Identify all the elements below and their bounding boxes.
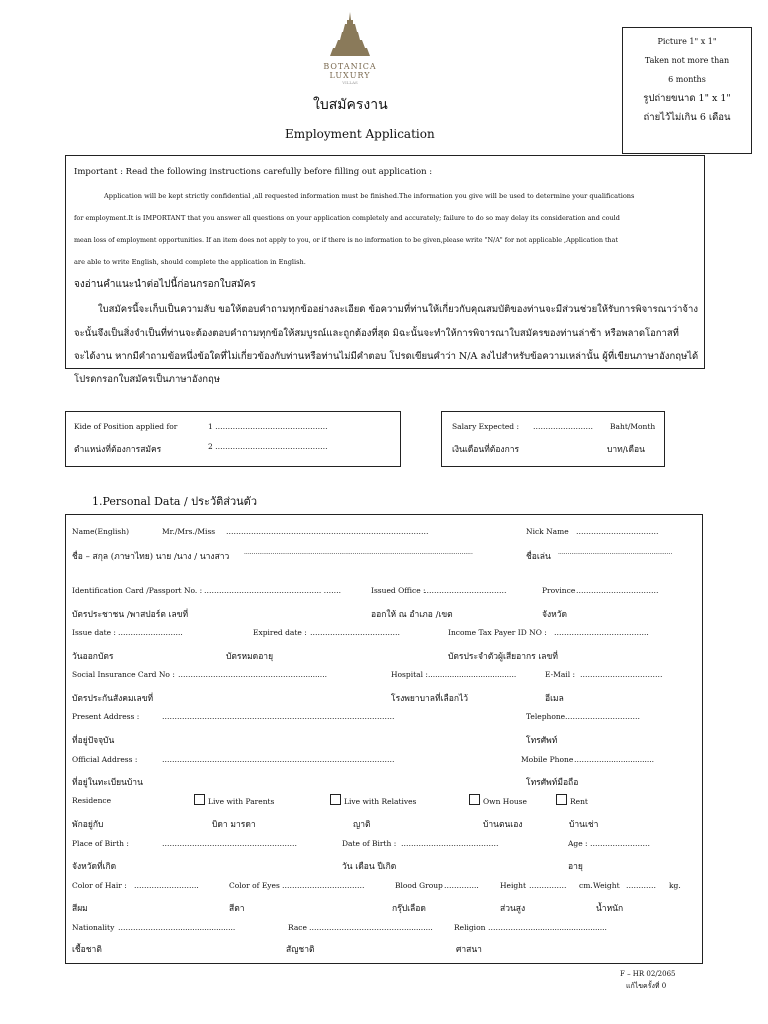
issue-date-label: Issue date : (72, 628, 116, 637)
photo-line-1: Picture 1" x 1" (657, 37, 717, 46)
date-of-birth-field[interactable]: ………………………………… (401, 839, 499, 848)
race-thai-label: สัญชาติ (286, 945, 315, 955)
instructions-thai-2: จะนั้นจึงเป็นสิ่งจำเป็นที่ท่านจะต้องตอบคำถามทุกข้อให้สมบูรณ์และถูกต้องที่สุด มิฉะนั้นจะทำให้การพิจารณาใบสมัครของท่านล่าช้า หรือพลาดโอกาสที่ (74, 328, 679, 339)
instructions-thai-4: โปรดกรอกใบสมัครเป็นภาษาอังกฤษ (74, 374, 220, 385)
present-address-field[interactable]: ………………………………………………………………………………… (162, 712, 395, 721)
residence-thai-label: พักอยู่กับ (72, 820, 104, 830)
issue-date-field[interactable]: …………………….. (118, 628, 183, 637)
instructions-thai-3: จะได้งาน หากมีคำถามข้อหนึ่งข้อใดที่ไม่เกี่ยวข้องกับท่านหรือท่านไม่มีคำตอบ โปรดเขียนคำว่า N/A ลงไปสำหรับข้อความเหล่านั้น ผู้ที่เขียนภาษาอังกฤษได้ (74, 351, 699, 362)
age-label: Age : (568, 839, 588, 848)
telephone-label: Telephone (526, 712, 566, 721)
religion-field[interactable]: ………………............................... (488, 923, 607, 932)
height-label: Height (500, 881, 527, 890)
age-thai-label: อายุ (568, 862, 583, 872)
name-english-label: Name(English) (72, 527, 130, 536)
photo-line-3: 6 months (668, 75, 706, 84)
section-personal-data-title: 1.Personal Data / ประวัติส่วนตัว (92, 495, 257, 508)
checkbox-own-house[interactable] (469, 794, 480, 805)
instructions-thai-heading: จงอ่านคำแนะนำต่อไปนี้ก่อนกรอกใบสมัคร (74, 279, 256, 290)
place-of-birth-field[interactable]: ……………………………………………… (162, 839, 297, 848)
email-label: E-Mail : (545, 670, 576, 679)
option-parents-label: Live with Parents (208, 797, 275, 806)
official-address-field[interactable]: ………………………………………………………………………………… (162, 755, 395, 764)
tax-id-field[interactable]: ……………………………….. (554, 628, 649, 637)
official-address-thai-label: ที่อยู่ในทะเบียนบ้าน (72, 778, 143, 788)
residence-option-own-house[interactable] (469, 794, 527, 806)
weight-thai-label: น้ำหนัก (596, 904, 624, 914)
id-card-field[interactable]: ……………………………………….. ……. (204, 586, 342, 595)
salary-label-th: เงินเดือนที่ต้องการ (452, 445, 520, 455)
hotel-logo (310, 12, 390, 85)
height-field[interactable]: …………… (529, 881, 567, 890)
weight-field[interactable]: ………… (626, 881, 656, 890)
logo-text-3: VILLAS (342, 80, 358, 85)
salary-label-en: Salary Expected : (452, 422, 519, 431)
height-unit: cm. (579, 881, 593, 890)
telephone-field[interactable]: ………………………… (565, 712, 640, 721)
height-thai-label: ส่วนสูง (500, 904, 526, 914)
checkbox-rent[interactable] (556, 794, 567, 805)
province-thai-label: จังหวัด (542, 610, 568, 620)
title-english-label: Mr./Mrs./Miss (162, 527, 216, 536)
name-thai-field[interactable]: ........................................................................................................................ (244, 549, 473, 556)
expired-date-field[interactable]: ……………………………… (310, 628, 400, 637)
position-box (65, 411, 401, 467)
tax-id-thai-label: บัตรประจำตัวผู้เสียอากร เลขที่ (448, 652, 558, 662)
date-of-birth-thai-label: วัน เดือน ปีเกิด (342, 862, 397, 872)
position-label-th: ตำแหน่งที่ต้องการสมัคร (74, 445, 162, 455)
logo-text-1: BOTANICA (323, 62, 377, 71)
name-english-field[interactable]: ……………………………………………………………………… (226, 527, 429, 536)
instructions-box (65, 155, 705, 385)
issue-date-thai-label: วันออกบัตร (72, 652, 114, 662)
nick-name-label: Nick Name (526, 527, 569, 536)
issued-office-label: Issued Office : (371, 586, 426, 595)
checkbox-parents[interactable] (194, 794, 205, 805)
nick-name-thai-label: ชื่อเล่น (526, 552, 551, 562)
telephone-thai-label: โทรศัพท์ (526, 736, 558, 746)
mobile-field[interactable]: …………..................... (574, 755, 655, 764)
instructions-heading: Important : Read the following instructions carefully before filling out application : (74, 167, 433, 177)
nationality-thai-label: เชื้อชาติ (72, 945, 102, 955)
province-label: Province (542, 586, 576, 595)
eye-color-thai-label: สีตา (229, 904, 245, 914)
residence-option-relatives[interactable] (330, 794, 416, 806)
tower-logo-icon (330, 12, 370, 58)
photo-line-4: รูปถ่ายขนาด 1" x 1" (643, 93, 731, 104)
title-thai: ใบสมัครงาน (313, 97, 388, 113)
residence-option-parents[interactable] (194, 794, 274, 806)
official-address-label: Official Address : (72, 755, 138, 764)
option-rent-thai: บ้านเช่า (569, 820, 599, 830)
hospital-thai-label: โรงพยาบาลที่เลือกไว้ (391, 694, 469, 704)
id-card-thai-label: บัตรประชาชน /พาสปอร์ต เลขที่ (72, 610, 189, 620)
instructions-line-3: mean loss of employment opportunities. If an item does not apply to you, or if there is no information to be given,please write "N/A" for not applicable ,Application that (74, 236, 619, 244)
issued-office-thai-label: ออกให้ ณ อำเภอ /เขต (371, 610, 453, 620)
residence-label: Residence (72, 796, 112, 805)
position-line-1[interactable]: 1 ……………………………………… (208, 422, 328, 431)
instructions-line-1: Application will be kept strictly confidential ,all requested information must be finished.The information you give will be used to determine your qualifications (104, 192, 635, 200)
salary-box (441, 411, 665, 467)
photo-line-2: Taken not more than (644, 56, 730, 65)
nationality-label: Nationality (72, 923, 115, 932)
residence-option-rent[interactable] (556, 794, 588, 806)
hospital-field[interactable]: ..................................... (428, 670, 517, 679)
instructions-thai-1: ใบสมัครนี้จะเก็บเป็นความลับ ขอให้ตอบคำถามทุกข้ออย่างละเอียด ข้อความที่ท่านให้เกี่ยวกับคุณสมบัติของท่านจะมีส่วนช่วยให้รับการพิจารณาว่าจ้าง (98, 304, 698, 315)
eye-color-label: Color of Eyes (229, 881, 280, 890)
social-insurance-field[interactable]: ……………………………………………......... (178, 670, 327, 679)
title-english: Employment Application (285, 127, 435, 141)
checkbox-relatives[interactable] (330, 794, 341, 805)
revision: แก้ไขครั้งที่ 0 (626, 982, 667, 990)
position-label-en: Kide of Position applied for (74, 422, 178, 431)
expired-date-thai-label: บัตรหมดอายุ (226, 652, 274, 662)
option-own-house-label: Own House (483, 797, 527, 806)
email-thai-label: อีเมล (545, 694, 564, 704)
race-label: Race (288, 923, 307, 932)
salary-unit-en: Baht/Month (610, 422, 656, 431)
place-of-birth-label: Place of Birth : (72, 839, 129, 848)
social-insurance-thai-label: บัตรประกันสังคมเลขที่ (72, 694, 154, 704)
place-of-birth-thai-label: จังหวัดที่เกิด (72, 862, 117, 872)
date-of-birth-label: Date of Birth : (342, 839, 397, 848)
present-address-label: Present Address : (72, 712, 140, 721)
position-line-2[interactable]: 2 ……………………………………… (208, 442, 328, 451)
instructions-line-4: are able to write English, should complete the application in English. (74, 258, 306, 266)
hair-color-field[interactable]: …………………….. (134, 881, 199, 890)
photo-line-5: ถ่ายไว้ไม่เกิน 6 เดือน (643, 112, 731, 123)
instructions-line-2: for employment.It is IMPORTANT that you answer all questions on your application completely and accurately; failure to do so may delay its consideration and could (74, 214, 620, 222)
option-parents-thai: บิดา มารดา (212, 820, 256, 830)
present-address-thai-label: ที่อยู่ปัจจุบัน (72, 736, 115, 746)
hair-color-thai-label: สีผม (72, 904, 88, 914)
eye-color-field[interactable]: …………………………… (282, 881, 365, 890)
age-field[interactable]: …………………… (590, 839, 650, 848)
race-field[interactable]: …………………………………........... (309, 923, 433, 932)
option-relatives-label: Live with Relatives (344, 797, 417, 806)
email-field[interactable]: …………………………… (580, 670, 663, 679)
salary-unit-th: บาท/เดือน (607, 445, 645, 455)
nationality-field[interactable]: ……………………........................ (118, 923, 236, 932)
option-own-house-thai: บ้านตนเอง (483, 820, 523, 830)
blood-group-thai-label: กรุ๊ปเลือด (392, 904, 426, 914)
mobile-label: Mobile Phone (521, 755, 574, 764)
form-code: F – HR 02/2065 (620, 970, 676, 978)
religion-label: Religion (454, 923, 486, 932)
photo-box[interactable] (622, 27, 752, 154)
salary-dots[interactable]: …………………… (533, 422, 593, 431)
blood-group-label: Blood Group (395, 881, 443, 890)
expired-date-label: Expired date : (253, 628, 307, 637)
hair-color-label: Color of Hair : (72, 881, 127, 890)
nick-name-field[interactable]: …………………………… (576, 527, 659, 536)
blood-group-field[interactable]: ………….. (444, 881, 479, 890)
option-relatives-thai: ญาติ (353, 820, 371, 830)
social-insurance-label: Social Insurance Card No : (72, 670, 175, 679)
tax-id-label: Income Tax Payer ID NO : (448, 628, 547, 637)
hospital-label: Hospital : (391, 670, 428, 679)
logo-text-2: LUXURY (329, 71, 371, 80)
province-field[interactable]: …………………………… (576, 586, 659, 595)
mobile-thai-label: โทรศัพท์มือถือ (526, 778, 579, 788)
name-thai-label: ชื่อ – สกุล (ภาษาไทย) นาย /นาง / นางสาว (72, 552, 230, 562)
personal-data-box (65, 514, 703, 964)
id-card-label: Identification Card /Passport No. : (72, 586, 203, 595)
nick-name-thai-field[interactable]: ............................................................ (558, 549, 673, 556)
issued-office-field[interactable]: …………………………… (424, 586, 507, 595)
weight-label: Weight (593, 881, 620, 890)
religion-thai-label: ศาสนา (456, 945, 482, 955)
option-rent-label: Rent (570, 797, 588, 806)
weight-unit: kg. (669, 881, 681, 890)
